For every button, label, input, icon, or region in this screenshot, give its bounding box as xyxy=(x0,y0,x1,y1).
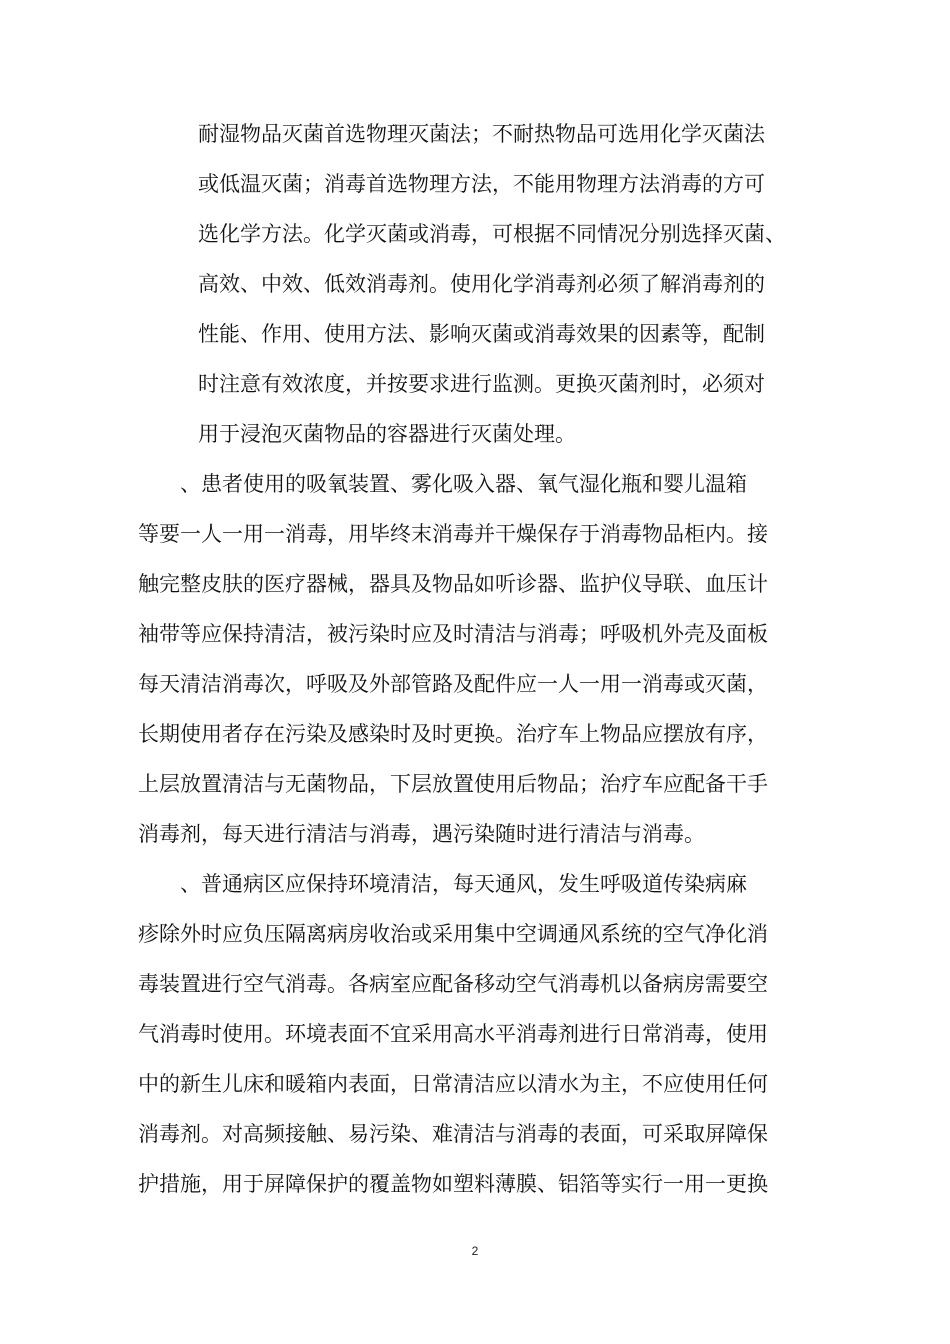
text-line: 用于浸泡灭菌物品的容器进行灭菌处理。 xyxy=(198,422,576,446)
text-line: 时注意有效浓度，并按要求进行监测。更换灭菌剂时，必须对 xyxy=(198,372,765,396)
text-line: 护措施，用于屏障保护的覆盖物如塑料薄膜、铝箔等实行一用一更换 xyxy=(138,1172,768,1196)
text-line: 长期使用者存在污染及感染时及时更换。治疗车上物品应摆放有序， xyxy=(138,722,768,746)
text-line: 消毒剂。对高频接触、易污染、难清洁与消毒的表面，可采取屏障保 xyxy=(138,1122,768,1146)
text-line: 等要一人一用一消毒，用毕终末消毒并干燥保存于消毒物品柜内。接 xyxy=(138,522,768,546)
text-line: 触完整皮肤的医疗器械，器具及物品如听诊器、监护仪导联、血压计 xyxy=(138,572,768,596)
text-line: 气消毒时使用。环境表面不宜采用高水平消毒剂进行日常消毒，使用 xyxy=(138,1022,768,1046)
text-line: 选化学方法。化学灭菌或消毒，可根据不同情况分别选择灭菌、 xyxy=(198,222,786,246)
text-line: 消毒剂，每天进行清洁与消毒，遇污染随时进行清洁与消毒。 xyxy=(138,822,705,846)
text-line: 性能、作用、使用方法、影响灭菌或消毒效果的因素等，配制 xyxy=(198,322,765,346)
text-line: 、患者使用的吸氧装置、雾化吸入器、氧气湿化瓶和婴儿温箱 xyxy=(180,472,747,496)
text-line: 耐湿物品灭菌首选物理灭菌法；不耐热物品可选用化学灭菌法 xyxy=(198,122,765,146)
text-line: 中的新生儿床和暖箱内表面，日常清洁应以清水为主，不应使用任何 xyxy=(138,1072,768,1096)
text-line: 、普通病区应保持环境清洁，每天通风，发生呼吸道传染病麻 xyxy=(180,872,747,896)
text-line: 上层放置清洁与无菌物品，下层放置使用后物品；治疗车应配备干手 xyxy=(138,772,768,796)
text-line: 疹除外时应负压隔离病房收治或采用集中空调通风系统的空气净化消 xyxy=(138,922,768,946)
text-line: 每天清洁消毒次，呼吸及外部管路及配件应一人一用一消毒或灭菌， xyxy=(138,672,768,696)
text-line: 袖带等应保持清洁，被污染时应及时清洁与消毒；呼吸机外壳及面板 xyxy=(138,622,768,646)
text-line: 或低温灭菌；消毒首选物理方法，不能用物理方法消毒的方可 xyxy=(198,172,765,196)
text-line: 高效、中效、低效消毒剂。使用化学消毒剂必须了解消毒剂的 xyxy=(198,272,765,296)
text-line: 毒装置进行空气消毒。各病室应配备移动空气消毒机以备病房需要空 xyxy=(138,972,768,996)
page-number: 2 xyxy=(471,1244,479,1258)
